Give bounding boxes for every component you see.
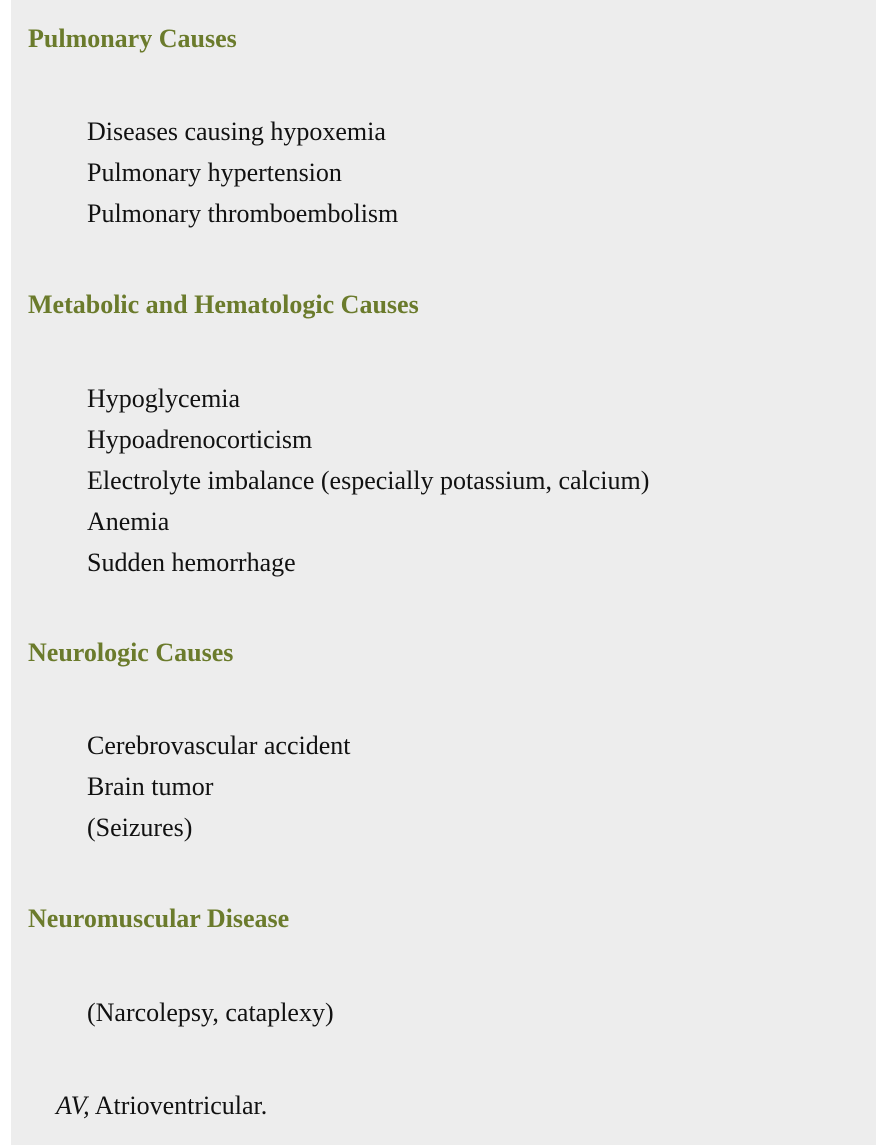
- list-item: Cerebrovascular accident: [87, 731, 351, 760]
- list-item: (Seizures): [87, 813, 193, 842]
- footnote-abbreviation: AV,: [56, 1091, 90, 1120]
- footnote: [56, 1088, 267, 1124]
- list-item: Electrolyte imbalance (especially potassium, calcium): [87, 466, 650, 495]
- section-list-pulmonary: [87, 111, 398, 234]
- list-item: Pulmonary thromboembolism: [87, 199, 399, 228]
- list-item: Diseases causing hypoxemia: [87, 117, 386, 146]
- list-item: Pulmonary hypertension: [87, 158, 342, 187]
- list-item: Sudden hemorrhage: [87, 548, 296, 577]
- section-heading-metabolic: Metabolic and Hematologic Causes: [28, 290, 419, 319]
- list-item: Brain tumor: [87, 772, 214, 801]
- section-list-neurologic: [87, 725, 350, 848]
- section-list-metabolic: [87, 378, 649, 583]
- section-heading-neuromuscular: Neuromuscular Disease: [28, 904, 290, 933]
- footnote-text: Atrioventricular.: [89, 1091, 268, 1120]
- section-list-neuromuscular: [87, 992, 334, 1033]
- section-heading-neurologic: Neurologic Causes: [28, 638, 234, 667]
- list-item: Hypoglycemia: [87, 384, 241, 413]
- list-item: Anemia: [87, 507, 170, 536]
- section-heading-pulmonary: Pulmonary Causes: [28, 24, 237, 53]
- list-item: Hypoadrenocorticism: [87, 425, 313, 454]
- list-item: (Narcolepsy, cataplexy): [87, 998, 334, 1027]
